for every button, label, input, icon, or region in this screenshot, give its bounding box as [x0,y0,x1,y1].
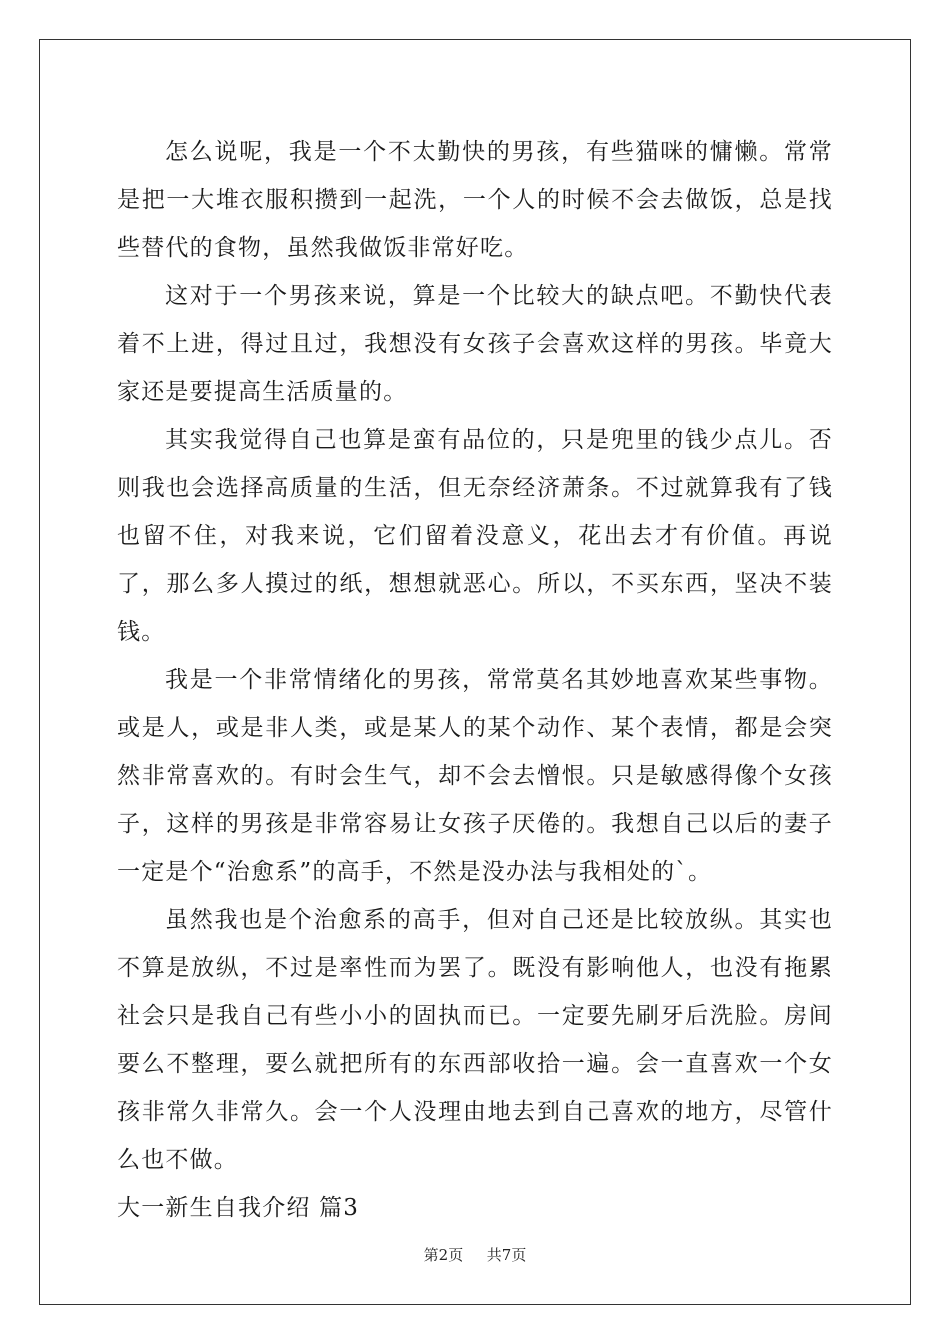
paragraph-1: 怎么说呢，我是一个不太勤快的男孩，有些猫咪的慵懒。常常是把一大堆衣服积攒到一起洗，一个人的时候不会去做饭，总是找些替代的食物，虽然我做饭非常好吃。 [117,139,833,261]
paragraph-5: 虽然我也是个治愈系的高手，但对自己还是比较放纵。其实也不算是放纵，不过是率性而为罢了。既没有影响他人，也没有拖累社会只是我自己有些小小的固执而已。一定要先刷牙后洗脸。房间要么不整理，要么就把所有的东西部收拾一遍。会一直喜欢一个女孩非常久非常久。会一个人没理由地去到自己喜欢的地方，尽管什么也不做。 [117,907,833,1173]
page-footer [0,1244,950,1265]
page-number-current: 第2页 [423,1246,464,1264]
page-number-total: 共7页 [486,1246,527,1264]
paragraph-2: 这对于一个男孩来说，算是一个比较大的缺点吧。不勤快代表着不上进，得过且过，我想没有女孩子会喜欢这样的男孩。毕竟大家还是要提高生活质量的。 [117,283,833,405]
paragraph-3: 其实我觉得自己也算是蛮有品位的，只是兜里的钱少点儿。否则我也会选择高质量的生活，但无奈经济萧条。不过就算我有了钱也留不住，对我来说，它们留着没意义，花出去才有价值。再说了，那么多人摸过的纸，想想就恶心。所以，不买东西，坚决不装钱。 [117,427,833,645]
paragraph-4: 我是一个非常情绪化的男孩，常常莫名其妙地喜欢某些事物。或是人，或是非人类，或是某人的某个动作、某个表情，都是会突然非常喜欢的。有时会生气，却不会去憎恨。只是敏感得像个女孩子，这样的男孩是非常容易让女孩子厌倦的。我想自己以后的妻子一定是个“治愈系”的高手，不然是没办法与我相处的`。 [117,667,833,885]
document-body [117,128,833,1232]
section-heading: 大一新生自我介绍 篇3 [117,1195,360,1221]
